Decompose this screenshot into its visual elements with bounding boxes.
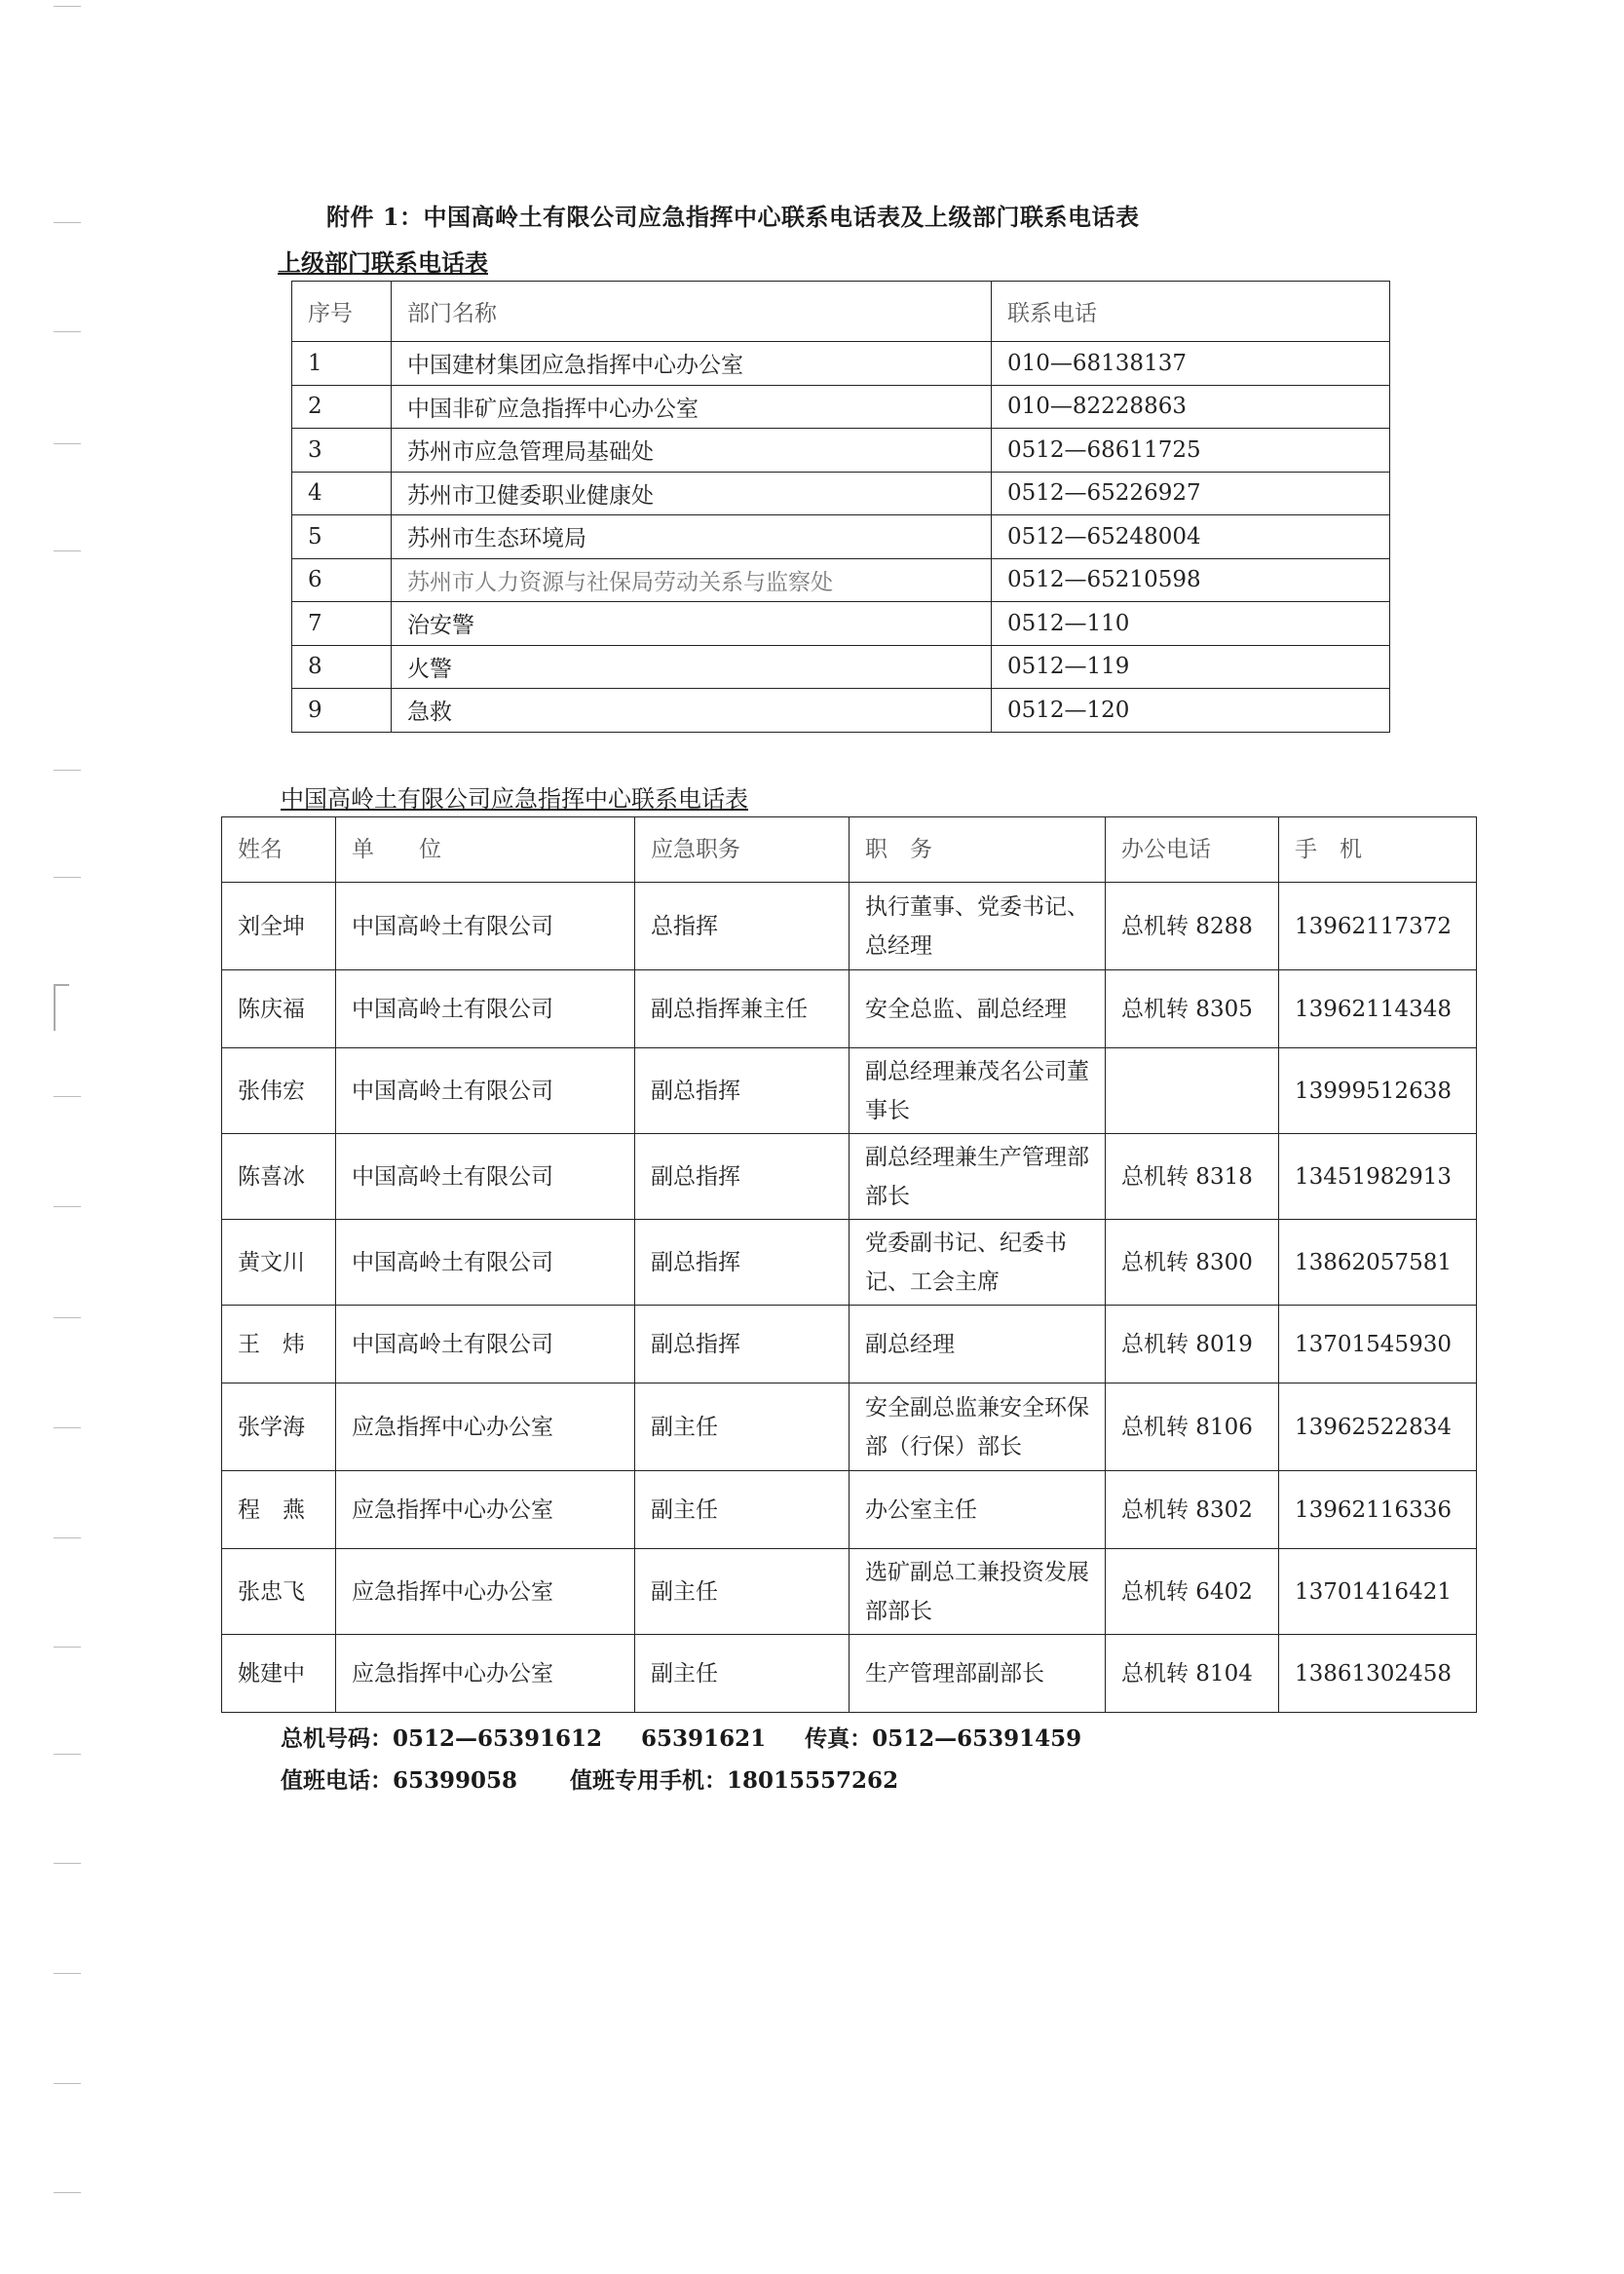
table-row [222,1471,1477,1549]
index-cell: 9 [292,689,392,733]
position-cell: 安全总监、副总经理 [850,970,1106,1048]
index-cell: 1 [292,342,392,386]
position-cell: 执行董事、党委书记、总经理 [850,883,1106,970]
mobile-cell: 13962117372 [1279,883,1477,970]
table-row [222,883,1477,970]
mobile-cell: 13862057581 [1279,1220,1477,1306]
position-cell: 副总经理 [850,1306,1106,1383]
unit-cell: 应急指挥中心办公室 [336,1549,635,1635]
department-cell: 治安警 [392,602,992,646]
office-phone-cell: 总机转 8318 [1106,1134,1279,1220]
index-cell: 5 [292,515,392,559]
header-cell: 手 机 [1279,817,1477,883]
margin-mark [54,222,81,223]
emergency-role-cell: 副总指挥 [635,1306,850,1383]
table-row [222,970,1477,1048]
margin-mark [54,2083,81,2084]
unit-cell: 中国高岭土有限公司 [336,1048,635,1134]
footer-switchboard-line [281,1721,1081,1753]
name-cell: 张伟宏 [222,1048,336,1134]
table-row [292,472,1390,515]
header-cell: 办公电话 [1106,817,1279,883]
department-cell: 苏州市应急管理局基础处 [392,429,992,473]
mobile-cell: 13701416421 [1279,1549,1477,1635]
table-row [222,1306,1477,1383]
center-table-title: 中国高岭土有限公司应急指挥中心联系电话表 [281,785,748,813]
table-row [222,1048,1477,1134]
emergency-role-cell: 副主任 [635,1471,850,1549]
position-cell: 党委副书记、纪委书记、工会主席 [850,1220,1106,1306]
unit-cell: 中国高岭土有限公司 [336,1220,635,1306]
fax-number: 0512—65391459 [872,1725,1082,1752]
table-row [292,645,1390,689]
header-cell: 联系电话 [992,282,1390,342]
margin-mark [54,1973,81,1974]
margin-mark [54,331,81,332]
unit-cell: 中国高岭土有限公司 [336,1306,635,1383]
margin-mark [54,877,81,878]
switchboard-number-2: 65391621 [641,1725,767,1752]
fax-label: 传真： [805,1725,873,1752]
office-phone-cell: 总机转 8019 [1106,1306,1279,1383]
office-phone-cell: 总机转 8302 [1106,1471,1279,1549]
mobile-cell: 13962116336 [1279,1471,1477,1549]
name-cell: 陈庆福 [222,970,336,1048]
name-cell: 王 炜 [222,1306,336,1383]
mobile-cell: 13451982913 [1279,1134,1477,1220]
margin-mark [54,1647,81,1648]
mobile-cell: 13861302458 [1279,1635,1477,1713]
table-row [222,1383,1477,1471]
office-phone-cell: 总机转 8305 [1106,970,1279,1048]
name-cell: 张忠飞 [222,1549,336,1635]
office-phone-cell: 总机转 6402 [1106,1549,1279,1635]
office-phone-cell: 总机转 8106 [1106,1383,1279,1471]
emergency-role-cell: 副主任 [635,1635,850,1713]
emergency-role-cell: 副总指挥 [635,1048,850,1134]
table-row [292,385,1390,429]
name-cell: 黄文川 [222,1220,336,1306]
margin-mark [54,2192,81,2193]
header-cell: 职 务 [850,817,1106,883]
table-row [222,1134,1477,1220]
phone-cell: 010—82228863 [992,385,1390,429]
table-row [222,1635,1477,1713]
table-row [292,558,1390,602]
index-cell: 6 [292,558,392,602]
margin-mark [54,443,81,444]
name-cell: 刘全坤 [222,883,336,970]
position-cell: 安全副总监兼安全环保部（行保）部长 [850,1383,1106,1471]
switchboard-number-1: 0512—65391612 [393,1725,603,1752]
phone-cell: 0512—65248004 [992,515,1390,559]
department-cell: 火警 [392,645,992,689]
margin-mark [54,1863,81,1864]
margin-mark [54,770,81,771]
mobile-cell: 13999512638 [1279,1048,1477,1134]
position-cell: 选矿副总工兼投资发展部部长 [850,1549,1106,1635]
index-cell: 3 [292,429,392,473]
margin-mark [54,1754,81,1755]
phone-cell: 0512—110 [992,602,1390,646]
phone-cell: 0512—68611725 [992,429,1390,473]
office-phone-cell: 总机转 8104 [1106,1635,1279,1713]
department-cell: 苏州市人力资源与社保局劳动关系与监察处 [392,558,992,602]
unit-cell: 应急指挥中心办公室 [336,1471,635,1549]
index-cell: 4 [292,472,392,515]
margin-bracket [54,984,69,1031]
table-row [292,602,1390,646]
emergency-center-contact-table [221,816,1477,1713]
position-cell: 副总经理兼生产管理部部长 [850,1134,1106,1220]
department-cell: 苏州市卫健委职业健康处 [392,472,992,515]
emergency-role-cell: 副总指挥 [635,1220,850,1306]
table-header-row [292,282,1390,342]
phone-cell: 0512—65210598 [992,558,1390,602]
header-cell: 姓名 [222,817,336,883]
phone-cell: 0512—65226927 [992,472,1390,515]
index-cell: 2 [292,385,392,429]
duty-phone-number: 65399058 [393,1767,518,1794]
duty-mobile-label: 值班专用手机： [570,1767,728,1794]
superior-contact-table [291,281,1390,733]
name-cell: 程 燕 [222,1471,336,1549]
footer-duty-line [281,1762,898,1795]
switchboard-label: 总机号码： [281,1725,393,1752]
margin-mark [54,1537,81,1538]
name-cell: 张学海 [222,1383,336,1471]
table-row [292,342,1390,386]
office-phone-cell: 总机转 8288 [1106,883,1279,970]
position-cell: 办公室主任 [850,1471,1106,1549]
department-cell: 中国非矿应急指挥中心办公室 [392,385,992,429]
unit-cell: 应急指挥中心办公室 [336,1635,635,1713]
header-cell: 单 位 [336,817,635,883]
duty-phone-label: 值班电话： [281,1767,393,1794]
emergency-role-cell: 副总指挥兼主任 [635,970,850,1048]
table-row [292,515,1390,559]
name-cell: 姚建中 [222,1635,336,1713]
emergency-role-cell: 总指挥 [635,883,850,970]
unit-cell: 中国高岭土有限公司 [336,883,635,970]
margin-mark [54,1427,81,1428]
table-row [292,689,1390,733]
phone-cell: 0512—120 [992,689,1390,733]
margin-mark [54,550,81,551]
department-cell: 急救 [392,689,992,733]
position-cell: 副总经理兼茂名公司董事长 [850,1048,1106,1134]
position-cell: 生产管理部副部长 [850,1635,1106,1713]
emergency-role-cell: 副主任 [635,1383,850,1471]
name-cell: 陈喜冰 [222,1134,336,1220]
emergency-role-cell: 副主任 [635,1549,850,1635]
margin-mark [54,6,81,7]
margin-mark [54,1096,81,1097]
mobile-cell: 13962522834 [1279,1383,1477,1471]
department-cell: 中国建材集团应急指挥中心办公室 [392,342,992,386]
phone-cell: 010—68138137 [992,342,1390,386]
office-phone-cell: 总机转 8300 [1106,1220,1279,1306]
header-cell: 应急职务 [635,817,850,883]
table-header-row [222,817,1477,883]
table-row [222,1220,1477,1306]
unit-cell: 应急指挥中心办公室 [336,1383,635,1471]
superior-table-title: 上级部门联系电话表 [278,248,488,277]
margin-mark [54,1317,81,1318]
index-cell: 8 [292,645,392,689]
index-cell: 7 [292,602,392,646]
table-row [222,1549,1477,1635]
phone-cell: 0512—119 [992,645,1390,689]
unit-cell: 中国高岭土有限公司 [336,970,635,1048]
duty-mobile-number: 18015557262 [727,1767,899,1794]
margin-mark [54,1206,81,1207]
department-cell: 苏州市生态环境局 [392,515,992,559]
header-cell: 部门名称 [392,282,992,342]
mobile-cell: 13701545930 [1279,1306,1477,1383]
mobile-cell: 13962114348 [1279,970,1477,1048]
page-title: 附件 1：中国高岭土有限公司应急指挥中心联系电话表及上级部门联系电话表 [326,203,1140,231]
table-row [292,429,1390,473]
emergency-role-cell: 副总指挥 [635,1134,850,1220]
office-phone-cell [1106,1048,1279,1134]
unit-cell: 中国高岭土有限公司 [336,1134,635,1220]
header-cell: 序号 [292,282,392,342]
